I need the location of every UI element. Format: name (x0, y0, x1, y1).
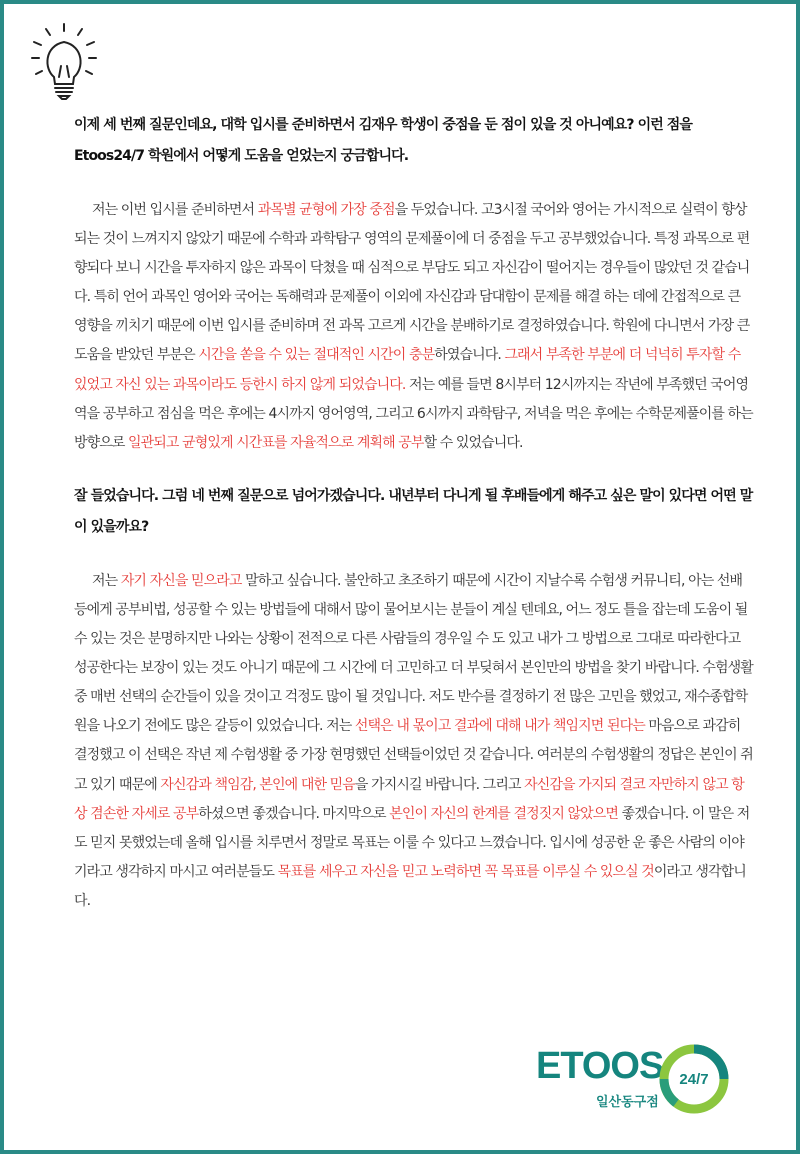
logo-badge: 24/7 (679, 1071, 709, 1088)
highlight: 과목별 균형에 가장 중점 (257, 202, 395, 218)
highlight: 일관되고 균형있게 시간표를 자율적으로 계획해 공부 (128, 434, 424, 451)
lightbulb-icon (28, 22, 100, 102)
etoos-logo (534, 1039, 740, 1117)
answer-3: 저는 이번 입시를 준비하면서 과목별 균형에 가장 중점을 두었습니다. 고3시절 국어와 영어는 가시적으로 실력이 향상되는 것이 느껴지지 않았기 때문에 수학과 과학탐구 영역의 문제풀이에 더 중점을 두고 공부했었습니다. 특정 과목으로 편향되다 보니 시간을 투자하지 않은 과목이 닥쳤을 때 심적으로 부담도 되고 자신감이 떨어지는 경우들이 많았던 것 같습니다. 특히 언어 과목인 영어와 국어는 독해력과 문제풀이 이외에 자신감과 담대함이 문제를 해결 하는 데에 간접적으로 큰 영향을 끼치기 때문에 이번 입시를 준비하며 전 과목 고르게 시간을 분배하기로 결정하였습니다. 학원에 다니면서 가장 큰 도움을 받았던 부분은 시간을 쏟을 수 있는 절대적인 시간이 충분하였습니다. 그래서 부족한 부분에 더 넉넉히 투자할 수 있었고 자신 있는 과목이라도 등한시 하지 않게 되었습니다. 저는 예를 들면 8시부터 12시까지는 작년에 부족했던 국어영역을 공부하고 점심을 먹은 후에는 4시까지 영어영역, 그리고 6시까지 과학탐구, 저녁을 먹은 후에는 수학문제풀이를 하는 방향으로 일관되고 균형있게 시간표를 자율적으로 계획해 공부할 수 있었습니다. (74, 202, 753, 451)
interview-content (74, 110, 754, 916)
logo-brand: ETOOS (536, 1045, 664, 1087)
question-4: 잘 들었습니다. 그럼 네 번째 질문으로 넘어가겠습니다. 내년부터 다니게 될 후배들에게 해주고 싶은 말이 있다면 어떤 말이 있을까요? (74, 487, 753, 535)
highlight: 그래서 부족한 부분에 더 넉넉히 투자할 수 있었고 자신 있는 과목이라도 등한시 하지 않게 되었습니다. (74, 347, 741, 393)
highlight: 자신감을 가지되 결코 자만하지 않고 항상 겸손한 자세로 공부 (74, 776, 744, 822)
highlight: 본인이 자신의 한계를 결정짓지 않았으면 (389, 805, 619, 822)
highlight: 자기 자신을 믿으라고 (120, 572, 242, 589)
highlight: 자신감과 책임감, 본인에 대한 믿음 (160, 776, 355, 793)
question-3: 이제 세 번째 질문인데요, 대학 입시를 준비하면서 김재우 학생이 중점을 둔 점이 있을 것 아니예요? 이런 점을 Etoos24/7 학원에서 어떻게 도움을 얻었는지 궁금합니다. (74, 117, 693, 164)
logo-branch: 일산동구점 (596, 1095, 659, 1110)
highlight: 선택은 내 몫이고 결과에 대해 내가 책임지면 된다는 (354, 718, 645, 735)
highlight: 시간을 쏟을 수 있는 절대적인 시간이 충분 (198, 347, 435, 364)
highlight: 목표를 세우고 자신을 믿고 노력하면 꼭 목표를 이루실 수 있으실 것 (277, 863, 654, 880)
logo-ring-icon (654, 1039, 734, 1119)
answer-4: 저는 자기 자신을 믿으라고 말하고 싶습니다. 불안하고 초조하기 때문에 시간이 지날수록 수험생 커뮤니티, 아는 선배 등에게 공부비법, 성공할 수 있는 방법들에 대해서 많이 물어보시는 분들이 계실 텐데요, 어느 정도 틀을 잡는데 도움이 될 수 있는 것은 분명하지만 나와는 상황이 전적으로 다른 사람들의 경우일 수 도 있고 내가 그 방법으로 그대로 따라한다고 성공한다는 보장이 있는 것도 아니기 때문에 그 시간에 더 고민하고 더 부딪혀서 본인만의 방법을 찾기 바랍니다. 수험생활 중 매번 선택의 순간들이 있을 것이고 걱정도 많이 될 것입니다. 저도 반수를 결정하기 전 많은 고민을 했었고, 재수종합학원을 나오기 전에도 많은 갈등이 있었습니다. 저는 선택은 내 몫이고 결과에 대해 내가 책임지면 된다는 마음으로 과감히 결정했고 이 선택은 작년 제 수험생활 중 가장 현명했던 선택들이었던 것 같습니다. 여러분의 수험생활의 정답은 본인이 쥐고 있기 때문에 자신감과 책임감, 본인에 대한 믿음을 가지시길 바랍니다. 그리고 자신감을 가지되 결코 자만하지 않고 항상 겸손한 자세로 공부하셨으면 좋겠습니다. 마지막으로 본인이 자신의 한계를 결정짓지 않았으면 좋겠습니다. 이 말은 저도 믿지 못했었는데 올해 입시를 치루면서 정말로 목표는 이룰 수 있다고 느꼈습니다. 입시에 성공한 운 좋은 사람의 이야기라고 생각하지 마시고 여러분들도 목표를 세우고 자신을 믿고 노력하면 꼭 목표를 이루실 수 있으실 것이라고 생각합니다. (74, 572, 753, 909)
